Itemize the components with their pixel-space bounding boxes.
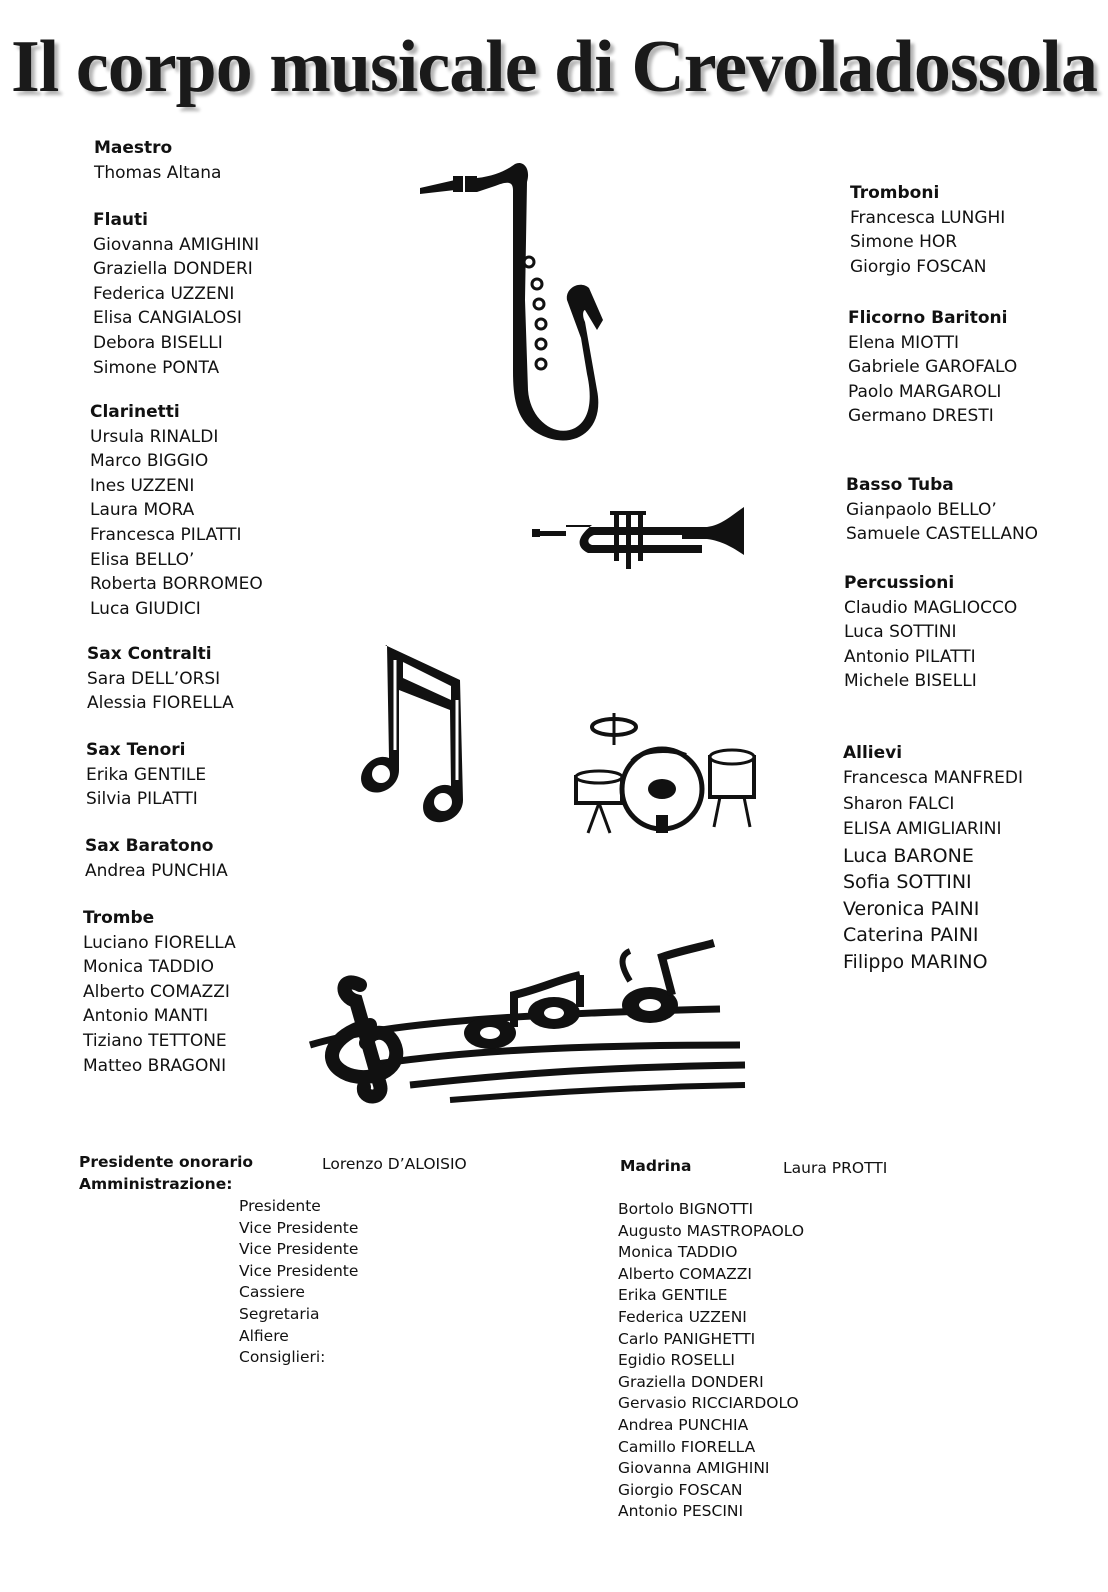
section-maestro — [94, 136, 221, 185]
admin-member-name: Andrea PUNCHIA — [618, 1415, 749, 1434]
member-name: Giovanna AMIGHINI — [93, 234, 260, 255]
section-clarinetti — [90, 400, 263, 621]
admin-member-name: Federica UZZENI — [618, 1307, 747, 1326]
member-name: ELISA AMIGLIARINI — [843, 819, 1002, 840]
member-name: Thomas Altana — [94, 162, 222, 183]
member-name: Luca SOTTINI — [844, 622, 957, 643]
role-label: Vice Presidente — [239, 1261, 359, 1280]
section-percussioni — [844, 571, 1017, 694]
section-trombe — [83, 906, 236, 1078]
member-name: Caterina PAINI — [843, 924, 979, 947]
member-name: Antonio PILATTI — [844, 646, 976, 667]
amministrazione-label: Amministrazione: — [79, 1174, 233, 1193]
member-name: Sharon FALCI — [843, 793, 955, 814]
member-name: Claudio MAGLIOCCO — [844, 597, 1018, 618]
admin-member-name: Erika GENTILE — [618, 1286, 728, 1305]
member-name: Andrea PUNCHIA — [85, 860, 228, 881]
member-name: Monica TADDIO — [83, 957, 215, 978]
presidente-onorario-name: Lorenzo D’ALOISIO — [322, 1155, 467, 1173]
section-heading: Trombe — [83, 908, 155, 928]
saxophone-icon — [415, 160, 615, 445]
section-flauti — [93, 208, 259, 380]
member-name: Marco BIGGIO — [90, 451, 209, 472]
member-name: Roberta BORROMEO — [90, 574, 263, 595]
member-name: Luca BARONE — [843, 844, 974, 867]
section-heading: Sax Baratono — [85, 836, 214, 856]
member-name: Filippo MARINO — [843, 950, 988, 973]
section-heading: Allievi — [843, 743, 903, 763]
role-label: Alfiere — [239, 1326, 289, 1345]
member-name: Luca GIUDICI — [90, 598, 201, 619]
section-heading: Sax Tenori — [86, 740, 186, 760]
section-flicorno-baritoni — [848, 306, 1017, 429]
admin-member-name: Camillo FIORELLA — [618, 1437, 756, 1456]
role-label: Presidente — [239, 1197, 321, 1215]
admin-member-name: Giovanna AMIGHINI — [618, 1459, 770, 1478]
members-list — [618, 1199, 804, 1523]
member-name: Elena MIOTTI — [848, 332, 960, 353]
member-name: Elisa CANGIALOSI — [93, 308, 242, 329]
admin-member-name: Antonio PESCINI — [618, 1502, 744, 1521]
member-name: Matteo BRAGONI — [83, 1055, 227, 1076]
section-heading: Clarinetti — [90, 402, 180, 422]
member-name: Elisa BELLO’ — [90, 549, 195, 570]
role-label: Vice Presidente — [239, 1240, 359, 1259]
section-heading: Maestro — [94, 138, 173, 158]
section-allievi — [843, 741, 1023, 975]
admin-member-name: Bortolo BIGNOTTI — [618, 1200, 754, 1218]
member-name: Sofia SOTTINI — [843, 871, 972, 894]
section-basso-tuba — [846, 473, 1038, 547]
member-name: Antonio MANTI — [83, 1006, 209, 1027]
madrina-name: Laura PROTTI — [783, 1159, 888, 1177]
member-name: Luciano FIORELLA — [83, 932, 236, 953]
section-sax-baratono — [85, 834, 228, 883]
admin-member-name: Giorgio FOSCAN — [618, 1480, 743, 1499]
member-name: Giorgio FOSCAN — [850, 256, 987, 277]
member-name: Michele BISELLI — [844, 671, 977, 692]
member-name: Ines UZZENI — [90, 475, 195, 496]
member-name: Simone HOR — [850, 232, 958, 253]
roles-list — [239, 1196, 358, 1369]
admin-member-name: Alberto COMAZZI — [618, 1264, 752, 1283]
section-heading: Basso Tuba — [846, 475, 954, 495]
section-heading: Flicorno Baritoni — [848, 308, 1008, 328]
presidente-onorario-label: Presidente onorario — [79, 1153, 254, 1171]
member-name: Samuele CASTELLANO — [846, 524, 1039, 545]
music-note-icon — [355, 640, 470, 830]
role-label: Consiglieri: — [239, 1348, 326, 1367]
admin-member-name: Graziella DONDERI — [618, 1372, 764, 1391]
member-name: Simone PONTA — [93, 357, 220, 378]
role-label: Cassiere — [239, 1283, 305, 1302]
member-name: Laura MORA — [90, 500, 195, 521]
role-label: Segretaria — [239, 1304, 320, 1323]
member-name: Federica UZZENI — [93, 283, 235, 304]
member-name: Alberto COMAZZI — [83, 981, 230, 1002]
member-name: Veronica PAINI — [843, 897, 980, 920]
member-name: Ursula RINALDI — [90, 426, 219, 447]
admin-member-name: Augusto MASTROPAOLO — [618, 1221, 805, 1240]
member-name: Graziella DONDERI — [93, 259, 253, 280]
role-label: Vice Presidente — [239, 1218, 359, 1237]
admin-member-name: Carlo PANIGHETTI — [618, 1329, 756, 1348]
member-name: Francesca LUNGHI — [850, 207, 1006, 228]
section-tromboni — [850, 181, 1005, 279]
section-sax-contralti — [87, 642, 234, 716]
footer-labels — [79, 1152, 253, 1196]
member-name: Gabriele GAROFALO — [848, 357, 1018, 378]
drum-kit-icon — [572, 705, 764, 835]
trumpet-icon — [532, 505, 747, 575]
page-title: Il corpo musicale di Crevoladossola — [11, 26, 1097, 108]
member-name: Francesca MANFREDI — [843, 768, 1024, 789]
section-heading: Flauti — [93, 210, 148, 230]
member-name: Paolo MARGAROLI — [848, 381, 1002, 402]
member-name: Gianpaolo BELLO’ — [846, 499, 997, 520]
admin-member-name: Gervasio RICCIARDOLO — [618, 1394, 799, 1413]
section-heading: Tromboni — [850, 183, 940, 203]
section-sax-tenori — [86, 738, 206, 812]
member-name: Sara DELL’ORSI — [87, 668, 221, 689]
treble-clef-staff-icon — [300, 935, 750, 1105]
madrina-label: Madrina — [620, 1157, 692, 1175]
admin-member-name: Monica TADDIO — [618, 1243, 738, 1262]
member-name: Silvia PILATTI — [86, 789, 198, 810]
member-name: Tiziano TETTONE — [83, 1030, 227, 1051]
section-heading: Sax Contralti — [87, 644, 212, 664]
member-name: Germano DRESTI — [848, 406, 994, 427]
member-name: Debora BISELLI — [93, 332, 223, 353]
member-name: Alessia FIORELLA — [87, 693, 234, 714]
section-heading: Percussioni — [844, 573, 955, 593]
admin-member-name: Egidio ROSELLI — [618, 1351, 735, 1370]
member-name: Francesca PILATTI — [90, 524, 242, 545]
member-name: Erika GENTILE — [86, 764, 207, 785]
